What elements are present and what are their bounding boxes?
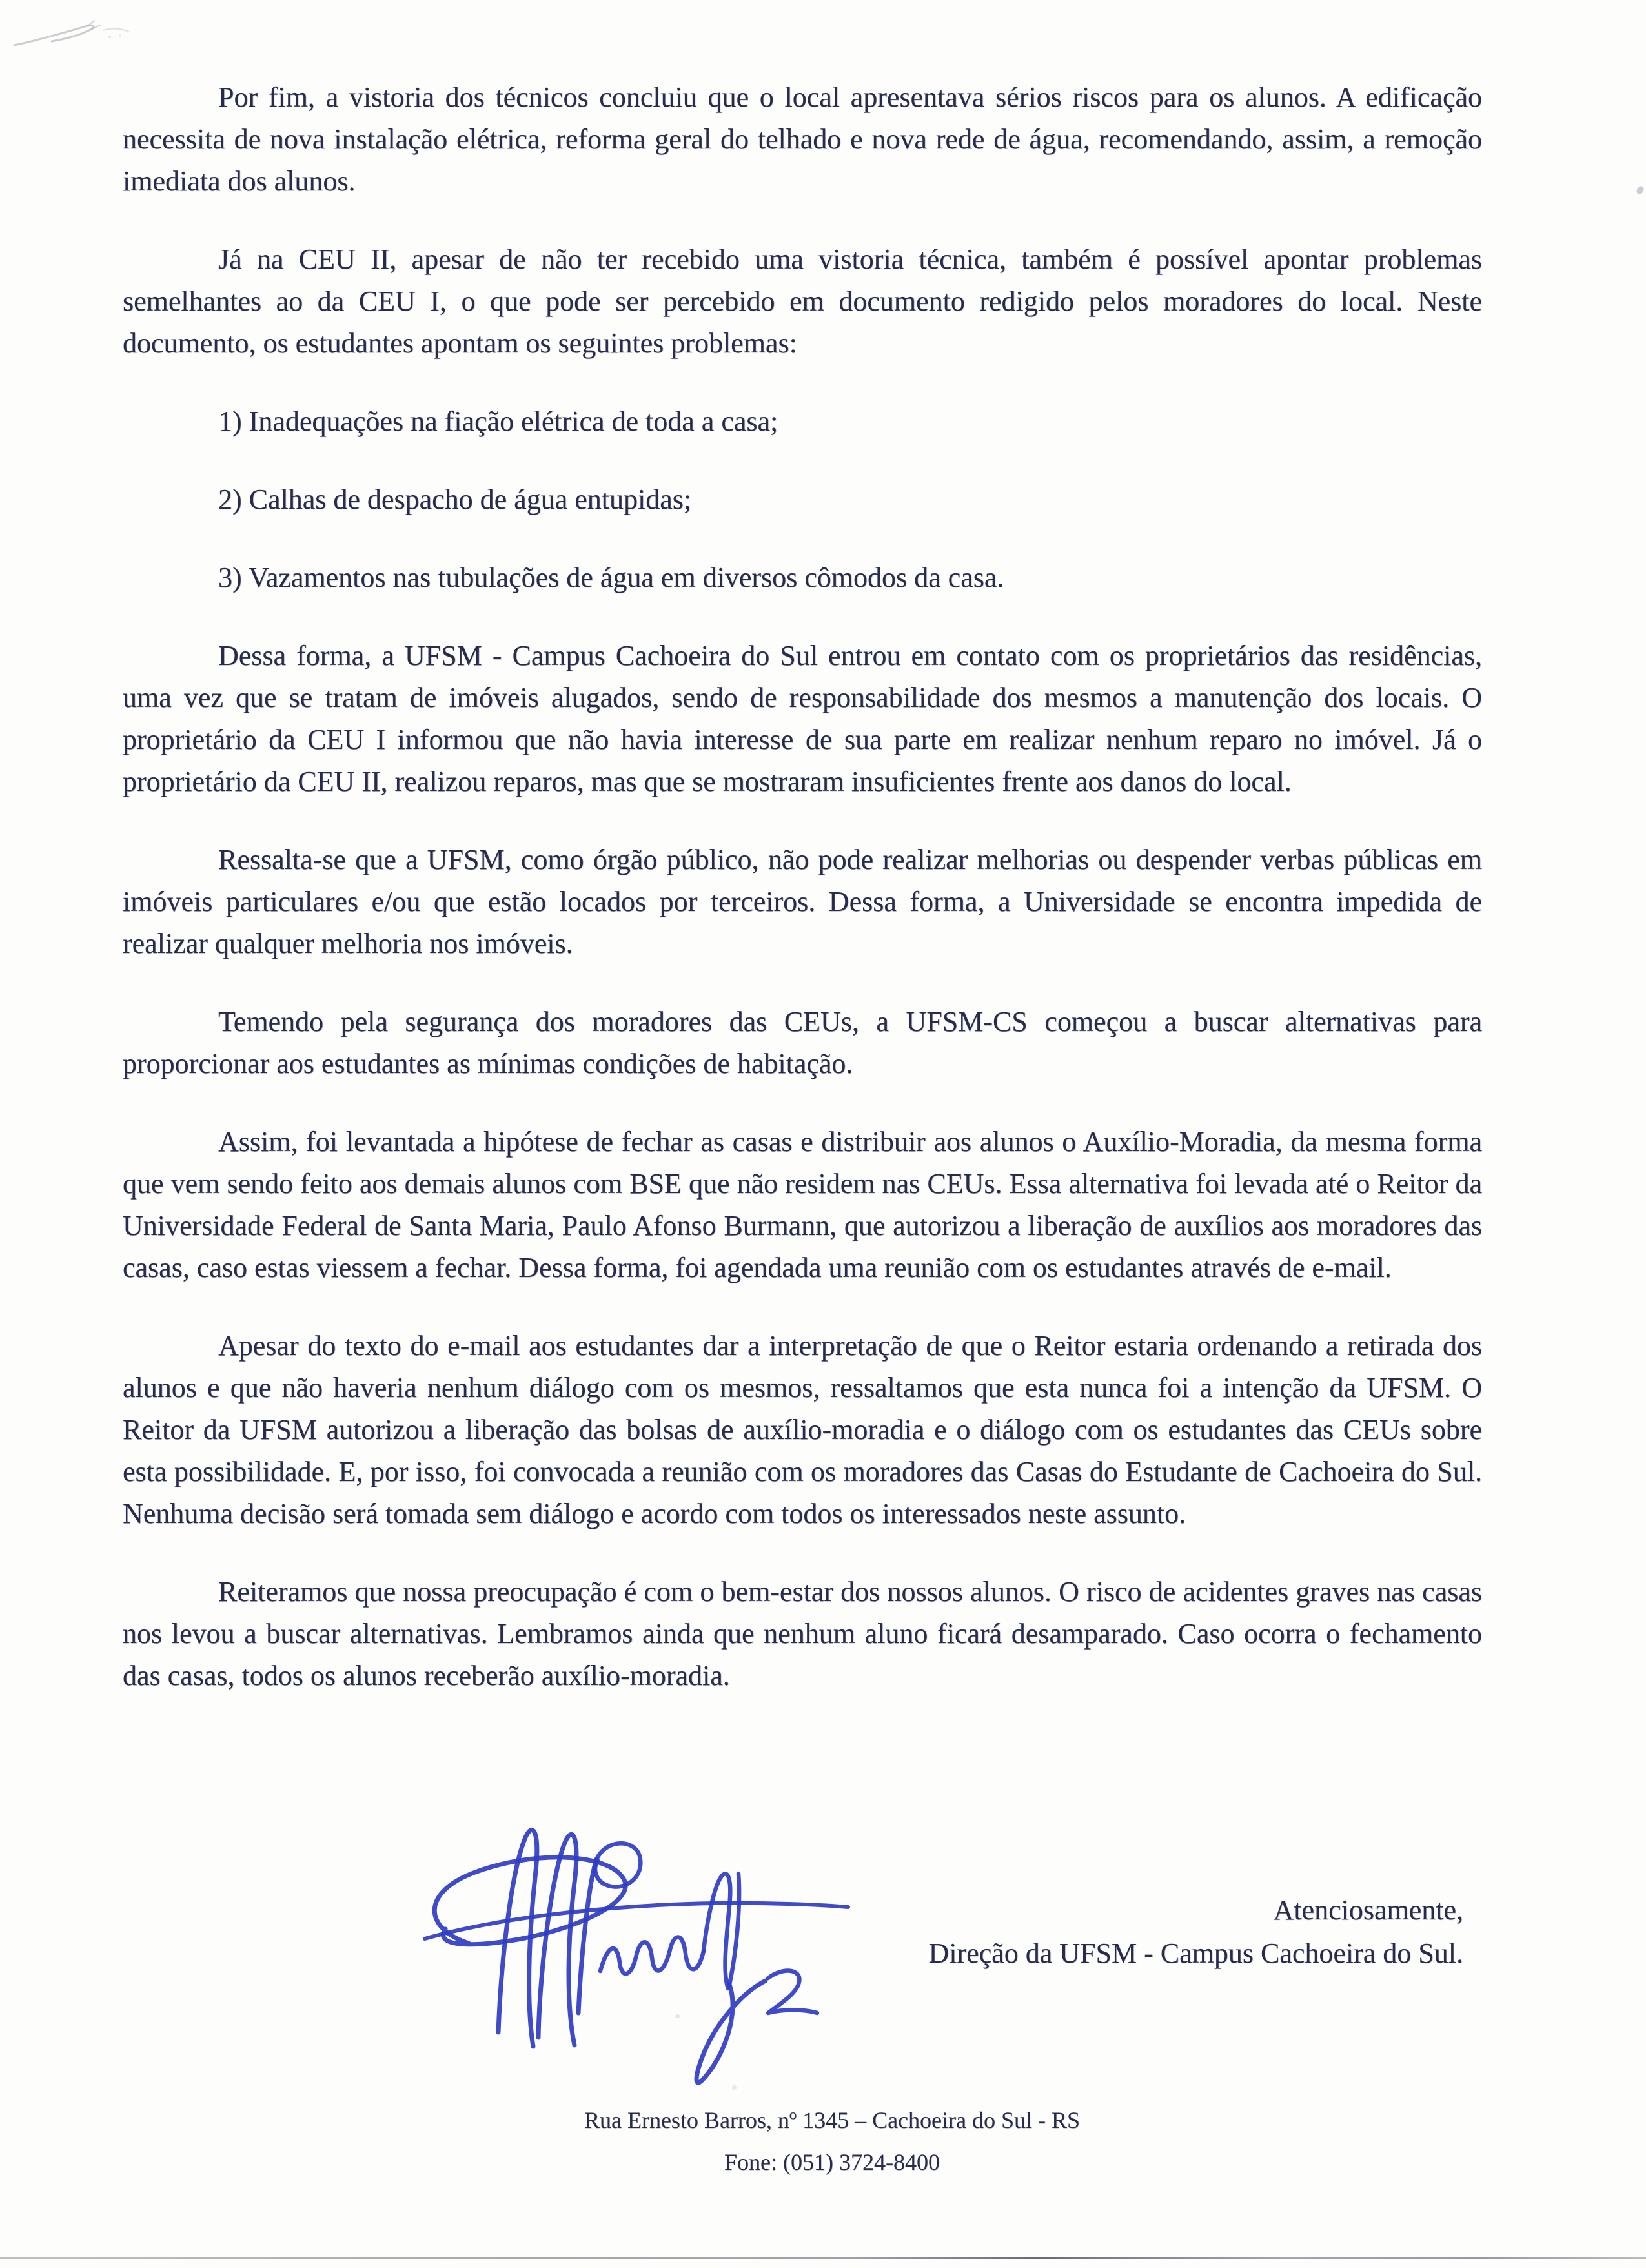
closing-salutation: Atenciosamente, (1273, 1894, 1463, 1926)
closing-signer: Direção da UFSM - Campus Cachoeira do Sul. (928, 1937, 1463, 1969)
paragraph-ceu2: Já na CEU II, apesar de não ter recebido uma vistoria técnica, também é possível apontar problemas semelhantes ao da CEU I, o que pode ser percebido em documento redigido pelos moradores do local. Neste documento, os estudantes apontam os seguintes problemas: (123, 243, 1482, 359)
paragraph-vistoria: Por fim, a vistoria dos técnicos concluiu que o local apresentava sérios riscos para os alunos. A edificação necessita de nova instalação elétrica, reforma geral do telhado e nova rede de água, recomendando, assim, a remoção imediata dos alunos. (123, 81, 1482, 197)
footer-address: Rua Ernesto Barros, nº 1345 – Cachoeira do Sul - RS (584, 2107, 1081, 2133)
letter-footer (0, 2099, 1646, 2183)
numbered-item-1: 1) Inadequações na fiação elétrica de toda a casa; (218, 405, 778, 437)
numbered-item-2: 2) Calhas de despacho de água entupidas; (218, 484, 692, 515)
letter-body (123, 76, 1482, 1733)
closing-block (928, 1888, 1463, 1975)
paragraph-orgao-publico: Ressalta-se que a UFSM, como órgão público, não pode realizar melhorias ou despender verbas públicas em imóveis particulares e/ou que estão locados por terceiros. Dessa forma, a Universidade se encontra impedida de realizar qualquer melhoria nos imóveis. (123, 844, 1482, 959)
scan-dust-artifact (732, 2085, 737, 2090)
scan-speck-artifact (1636, 185, 1645, 196)
scan-dust-artifact (675, 2014, 680, 2018)
footer-phone: Fone: (051) 3724-8400 (724, 2149, 940, 2175)
handwritten-signature-icon (407, 1819, 859, 2090)
paragraph-seguranca: Temendo pela segurança dos moradores das CEUs, a UFSM-CS começou a buscar alternativas para proporcionar aos estudantes as mínimas condições de habitação. (123, 1006, 1482, 1079)
paragraph-auxilio-moradia: Assim, foi levantada a hipótese de fechar as casas e distribuir aos alunos o Auxílio-Moradia, da mesma forma que vem sendo feito aos demais alunos com BSE que não residem nas CEUs. Essa alternativa foi levada até o Reitor da Universidade Federal de Santa Maria, Paulo Afonso Burmann, que autorizou a liberação de auxílios aos moradores das casas, caso estas viessem a fechar. Dessa forma, foi agendada uma reunião com os estudantes através de e-mail. (123, 1126, 1482, 1283)
paragraph-proprietarios: Dessa forma, a UFSM - Campus Cachoeira do Sul entrou em contato com os proprietários das residências, uma vez que se tratam de imóveis alugados, sendo de responsabilidade dos mesmos a manutenção dos locais. O proprietário da CEU I informou que não havia interesse de sua parte em realizar nenhum reparo no imóvel. Já o proprietário da CEU II, realizou reparos, mas que se mostraram insuficientes frente aos danos do local. (123, 640, 1482, 797)
numbered-item-3: 3) Vazamentos nas tubulações de água em diversos cômodos da casa. (218, 562, 1004, 593)
paragraph-email: Apesar do texto do e-mail aos estudantes dar a interpretação de que o Reitor estaria ordenando a retirada dos alunos e que não haveria nenhum diálogo com os mesmos, ressaltamos que esta nunca foi a intenção da UFSM. O Reitor da UFSM autorizou a liberação das bolsas de auxílio-moradia e o diálogo com os estudantes das CEUs sobre esta possibilidade. E, por isso, foi convocada a reunião com os moradores das Casas do Estudante de Cachoeira do Sul. Nenhuma decisão será tomada sem diálogo e acordo com todos os interessados neste assunto. (123, 1330, 1482, 1529)
pencil-smudge-icon (12, 18, 141, 52)
page-edge-scan-line (0, 2257, 1646, 2259)
paragraph-reiteramos: Reiteramos que nossa preocupação é com o bem-estar dos nossos alunos. O risco de acidentes graves nas casas nos levou a buscar alternativas. Lembramos ainda que nenhum aluno ficará desamparado. Caso ocorra o fechamento das casas, todos os alunos receberão auxílio-moradia. (123, 1576, 1482, 1691)
